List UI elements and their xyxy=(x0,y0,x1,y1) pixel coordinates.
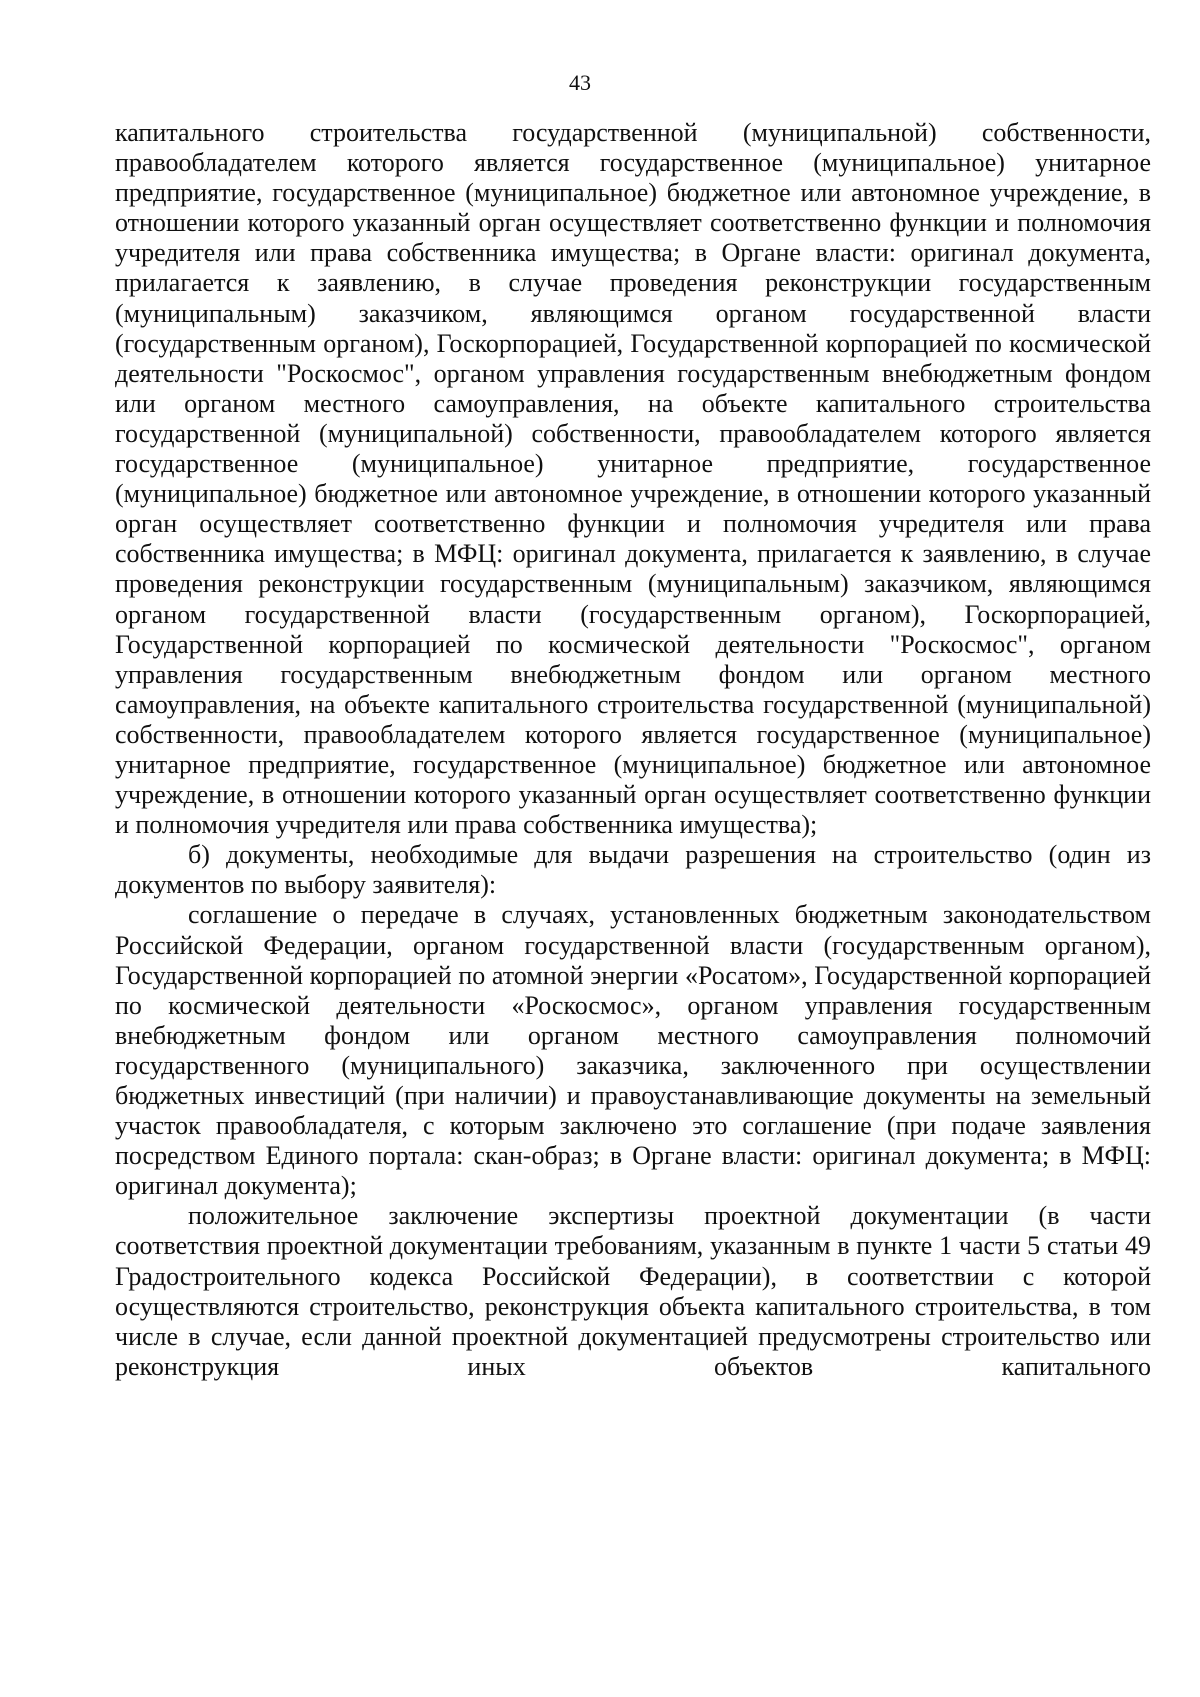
paragraph-expertise: положительное заключение экспертизы проектной документации (в части соответствия проектной документации требованиям, указанным в пункте 1 части 5 статьи 49 Градостроительного кодекса Российской Федерации), в соответствии с которой осуществляются строительство, реконструкция объекта капитального строительства, в том числе в случае, если данной проектной документацией предусмотрены строительство или реконструкция иных объектов капитального xyxy=(115,1201,1151,1381)
paragraph-item-b: б) документы, необходимые для выдачи разрешения на строительство (один из документов по выбору заявителя): xyxy=(115,840,1151,900)
paragraph-continuation: капитального строительства государственной (муниципальной) собственности, правообладателем которого является государственное (муниципальное) унитарное предприятие, государственное (муниципальное) бюджетное или автономное учреждение, в отношении которого указанный орган осуществляет соответственно функции и полномочия учредителя или права собственника имущества; в Органе власти: оригинал документа, прилагается к заявлению, в случае проведения реконструкции государственным (муниципальным) заказчиком, являющимся органом государственной власти (государственным органом), Госкорпорацией, Государственной корпорацией по космической деятельности "Роскосмос", органом управления государственным внебюджетным фондом или органом местного самоуправления, на объекте капитального строительства государственной (муниципальной) собственности, правообладателем которого является государственное (муниципальное) унитарное предприятие, государственное (муниципальное) бюджетное или автономное учреждение, в отношении которого указанный орган осуществляет соответственно функции и полномочия учредителя или права собственника имущества; в МФЦ: оригинал документа, прилагается к заявлению, в случае проведения реконструкции государственным (муниципальным) заказчиком, являющимся органом государственной власти (государственным органом), Госкорпорацией, Государственной корпорацией по космической деятельности "Роскосмос", органом управления государственным внебюджетным фондом или органом местного самоуправления, на объекте капитального строительства государственной (муниципальной) собственности, правообладателем которого является государственное (муниципальное) унитарное предприятие, государственное (муниципальное) бюджетное или автономное учреждение, в отношении которого указанный орган осуществляет соответственно функции и полномочия учредителя или права собственника имущества); xyxy=(115,118,1151,840)
paragraph-agreement: соглашение о передаче в случаях, установленных бюджетным законодательством Российской Федерации, органом государственной власти (государственным органом), Государственной корпорацией по атомной энергии «Росатом», Государственной корпорацией по космической деятельности «Роскосмос», органом управления государственным внебюджетным фондом или органом местного самоуправления полномочий государственного (муниципального) заказчика, заключенного при осуществлении бюджетных инвестиций (при наличии) и правоустанавливающие документы на земельный участок правообладателя, с которым заключено это соглашение (при подаче заявления посредством Единого портала: скан-образ; в Органе власти: оригинал документа; в МФЦ: оригинал документа); xyxy=(115,900,1151,1201)
page-number: 43 xyxy=(569,70,591,95)
document-body xyxy=(115,118,1151,1382)
